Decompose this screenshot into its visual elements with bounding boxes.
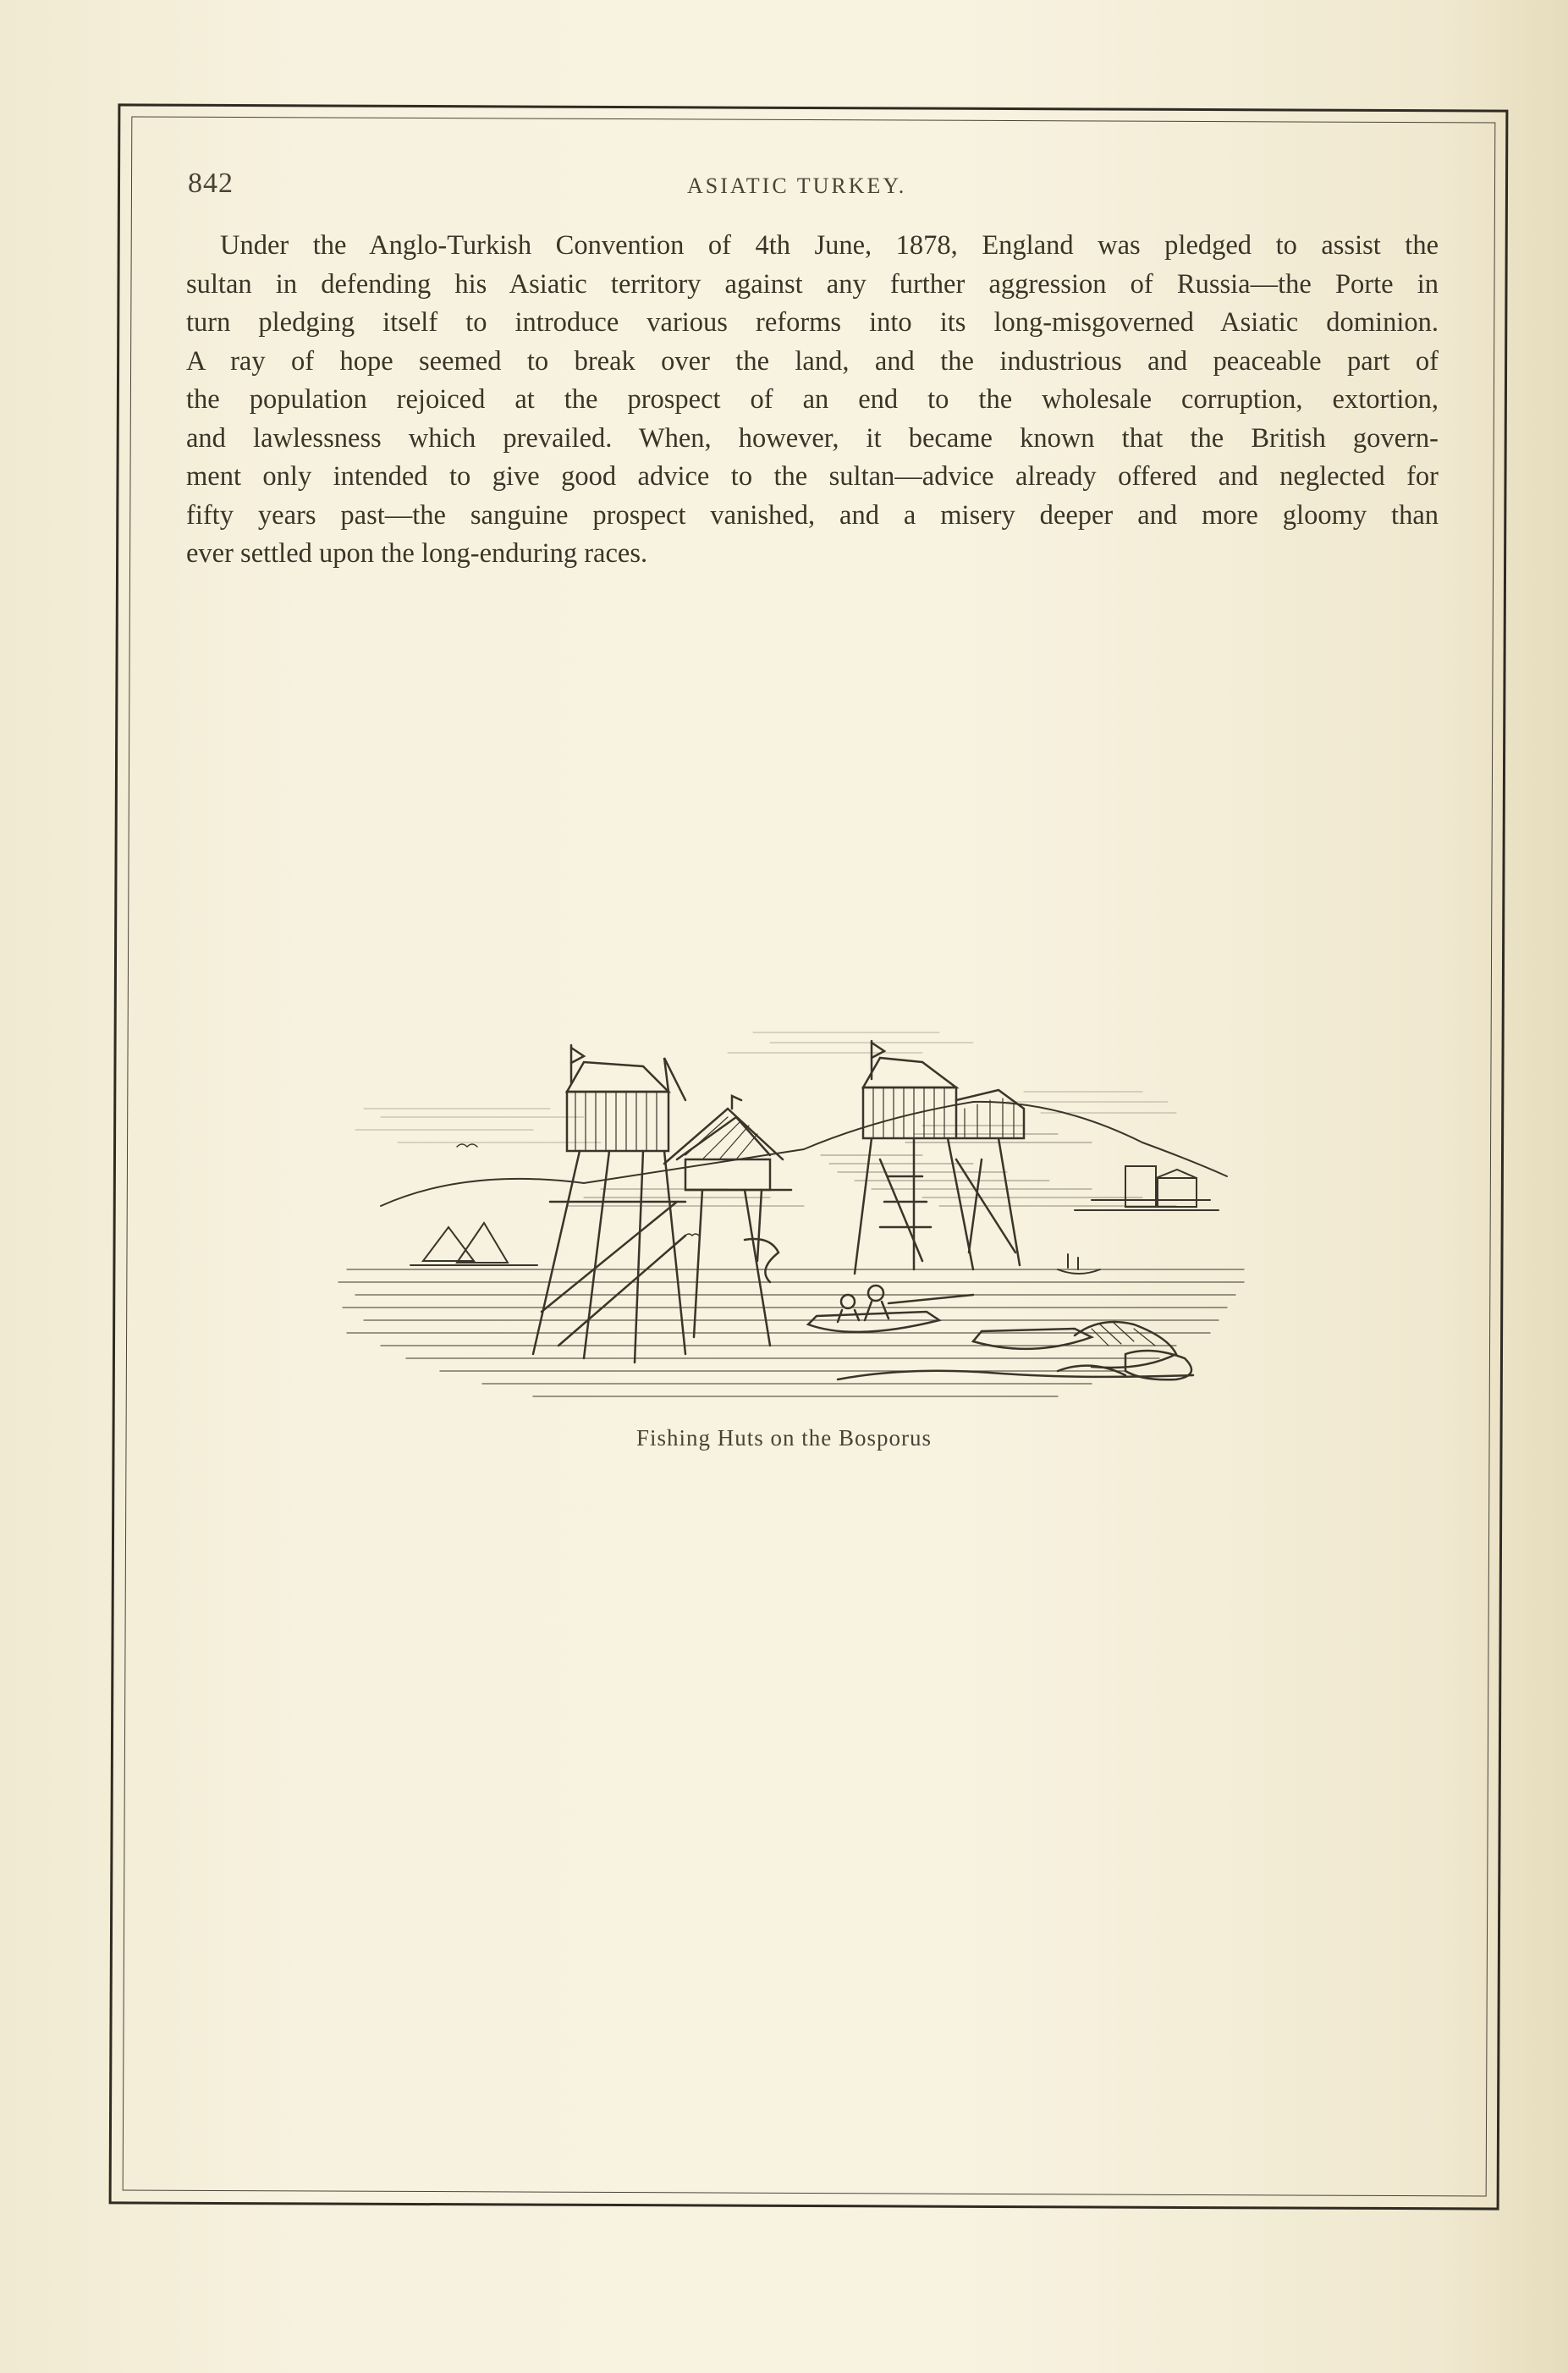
body-paragraph xyxy=(186,227,1439,574)
paragraph-line: and lawlessness which prevailed. When, however, it became known that the British govern- xyxy=(186,422,1439,454)
page-number: 842 xyxy=(188,168,234,199)
paragraph-line: ever settled upon the long-enduring races. xyxy=(186,538,648,569)
fishing-huts-engraving xyxy=(330,982,1286,1422)
paragraph-line: fifty years past—the sanguine prospect vanished, and a misery deeper and more gloomy than xyxy=(186,499,1439,531)
paragraph-line: the population rejoiced at the prospect of an end to the wholesale corruption, extortion, xyxy=(186,384,1439,415)
paragraph-line: ment only intended to give good advice to the sultan—advice already offered and neglected for xyxy=(186,461,1439,492)
paragraph-line: sultan in defending his Asiatic territory against any further aggression of Russia—the Porte in xyxy=(186,268,1439,300)
paragraph-line: A ray of hope seemed to break over the land, and the industrious and peaceable part of xyxy=(186,345,1439,377)
running-title: ASIATIC TURKEY. xyxy=(687,173,907,198)
paragraph-line: Under the Anglo-Turkish Convention of 4th June, 1878, England was pledged to assist the xyxy=(220,230,1439,261)
figure-caption: Fishing Huts on the Bosporus xyxy=(635,1425,933,1451)
paragraph-line: turn pledging itself to introduce various reforms into its long-misgoverned Asiatic dominion. xyxy=(186,307,1439,338)
